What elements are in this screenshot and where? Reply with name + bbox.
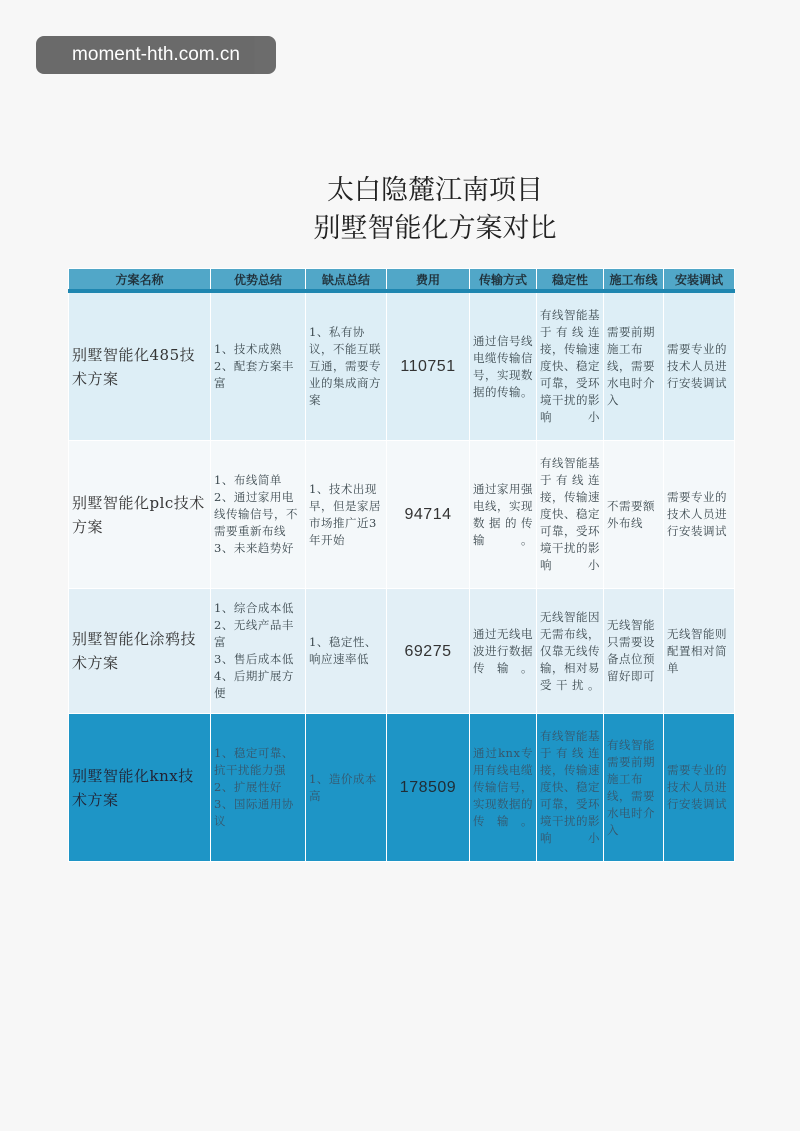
- cost-cell: 69275: [387, 589, 470, 714]
- disadvantages-cell: 1、稳定性、响应速率低: [306, 589, 387, 714]
- installation-cell: 需要专业的技术人员进行安装调试: [664, 714, 735, 862]
- advantages-cell: 1、技术成熟 2、配套方案丰富: [211, 291, 306, 441]
- advantages-cell: 1、稳定可靠、抗干扰能力强 2、扩展性好 3、国际通用协议: [211, 714, 306, 862]
- wiring-cell: 不需要额外布线: [604, 441, 664, 589]
- installation-cell: 无线智能则配置相对简单: [664, 589, 735, 714]
- transmission-cell: 通过家用强电线，实现数据的传输。: [470, 441, 537, 589]
- scheme-name-cell: 别墅智能化485技术方案: [69, 291, 211, 441]
- installation-cell: 需要专业的技术人员进行安装调试: [664, 441, 735, 589]
- stability-cell: 无线智能因无需布线，仅靠无线传输，相对易受干扰。: [537, 589, 604, 714]
- transmission-cell: 通过knx专用有线电缆传输信号，实现数据的传输。: [470, 714, 537, 862]
- stability-cell: 有线智能基于有线连接，传输速度快、稳定可靠，受环境干扰的影响小: [537, 441, 604, 589]
- cost-cell: 110751: [387, 291, 470, 441]
- table-row: [69, 589, 735, 714]
- header-cell: 方案名称: [69, 269, 211, 292]
- table-row: [69, 291, 735, 441]
- header-cell: 施工布线: [604, 269, 664, 292]
- table-row: [69, 714, 735, 862]
- transmission-cell: 通过信号线电缆传输信号，实现数据的传输。: [470, 291, 537, 441]
- wiring-cell: 有线智能需要前期施工布线，需要水电时介入: [604, 714, 664, 862]
- transmission-cell: 通过无线电波进行数据传输。: [470, 589, 537, 714]
- header-cell: 传输方式: [470, 269, 537, 292]
- watermark-label: moment-hth.com.cn: [36, 36, 276, 74]
- disadvantages-cell: 1、造价成本高: [306, 714, 387, 862]
- installation-cell: 需要专业的技术人员进行安装调试: [664, 291, 735, 441]
- document-title-line1: 太白隐麓江南项目: [327, 175, 543, 206]
- header-cell: 费用: [387, 269, 470, 292]
- cost-cell: 94714: [387, 441, 470, 589]
- stability-cell: 有线智能基于有线连接，传输速度快、稳定可靠，受环境干扰的影响小: [537, 291, 604, 441]
- scheme-name-cell: 别墅智能化plc技术方案: [69, 441, 211, 589]
- disadvantages-cell: 1、私有协议，不能互联互通，需要专业的集成商方案: [306, 291, 387, 441]
- header-cell: 缺点总结: [306, 269, 387, 292]
- wiring-cell: 无线智能只需要设备点位预留好即可: [604, 589, 664, 714]
- advantages-cell: 1、综合成本低 2、无线产品丰富 3、售后成本低 4、后期扩展方便: [211, 589, 306, 714]
- stability-cell: 有线智能基于有线连接，传输速度快、稳定可靠，受环境干扰的影响小: [537, 714, 604, 862]
- scheme-name-cell: 别墅智能化knx技术方案: [69, 714, 211, 862]
- header-cell: 优势总结: [211, 269, 306, 292]
- wiring-cell: 需要前期施工布线，需要水电时介入: [604, 291, 664, 441]
- table-row: [69, 441, 735, 589]
- advantages-cell: 1、布线简单 2、通过家用电线传输信号，不需要重新布线 3、未来趋势好: [211, 441, 306, 589]
- header-cell: 稳定性: [537, 269, 604, 292]
- cost-cell: 178509: [387, 714, 470, 862]
- document-title-line2: 别墅智能化方案对比: [313, 213, 557, 244]
- header-cell: 安装调试: [664, 269, 735, 292]
- disadvantages-cell: 1、技术出现早，但是家居市场推广近3年开始: [306, 441, 387, 589]
- table-header-row: [69, 269, 735, 292]
- comparison-table: [68, 268, 735, 862]
- scheme-name-cell: 别墅智能化涂鸦技术方案: [69, 589, 211, 714]
